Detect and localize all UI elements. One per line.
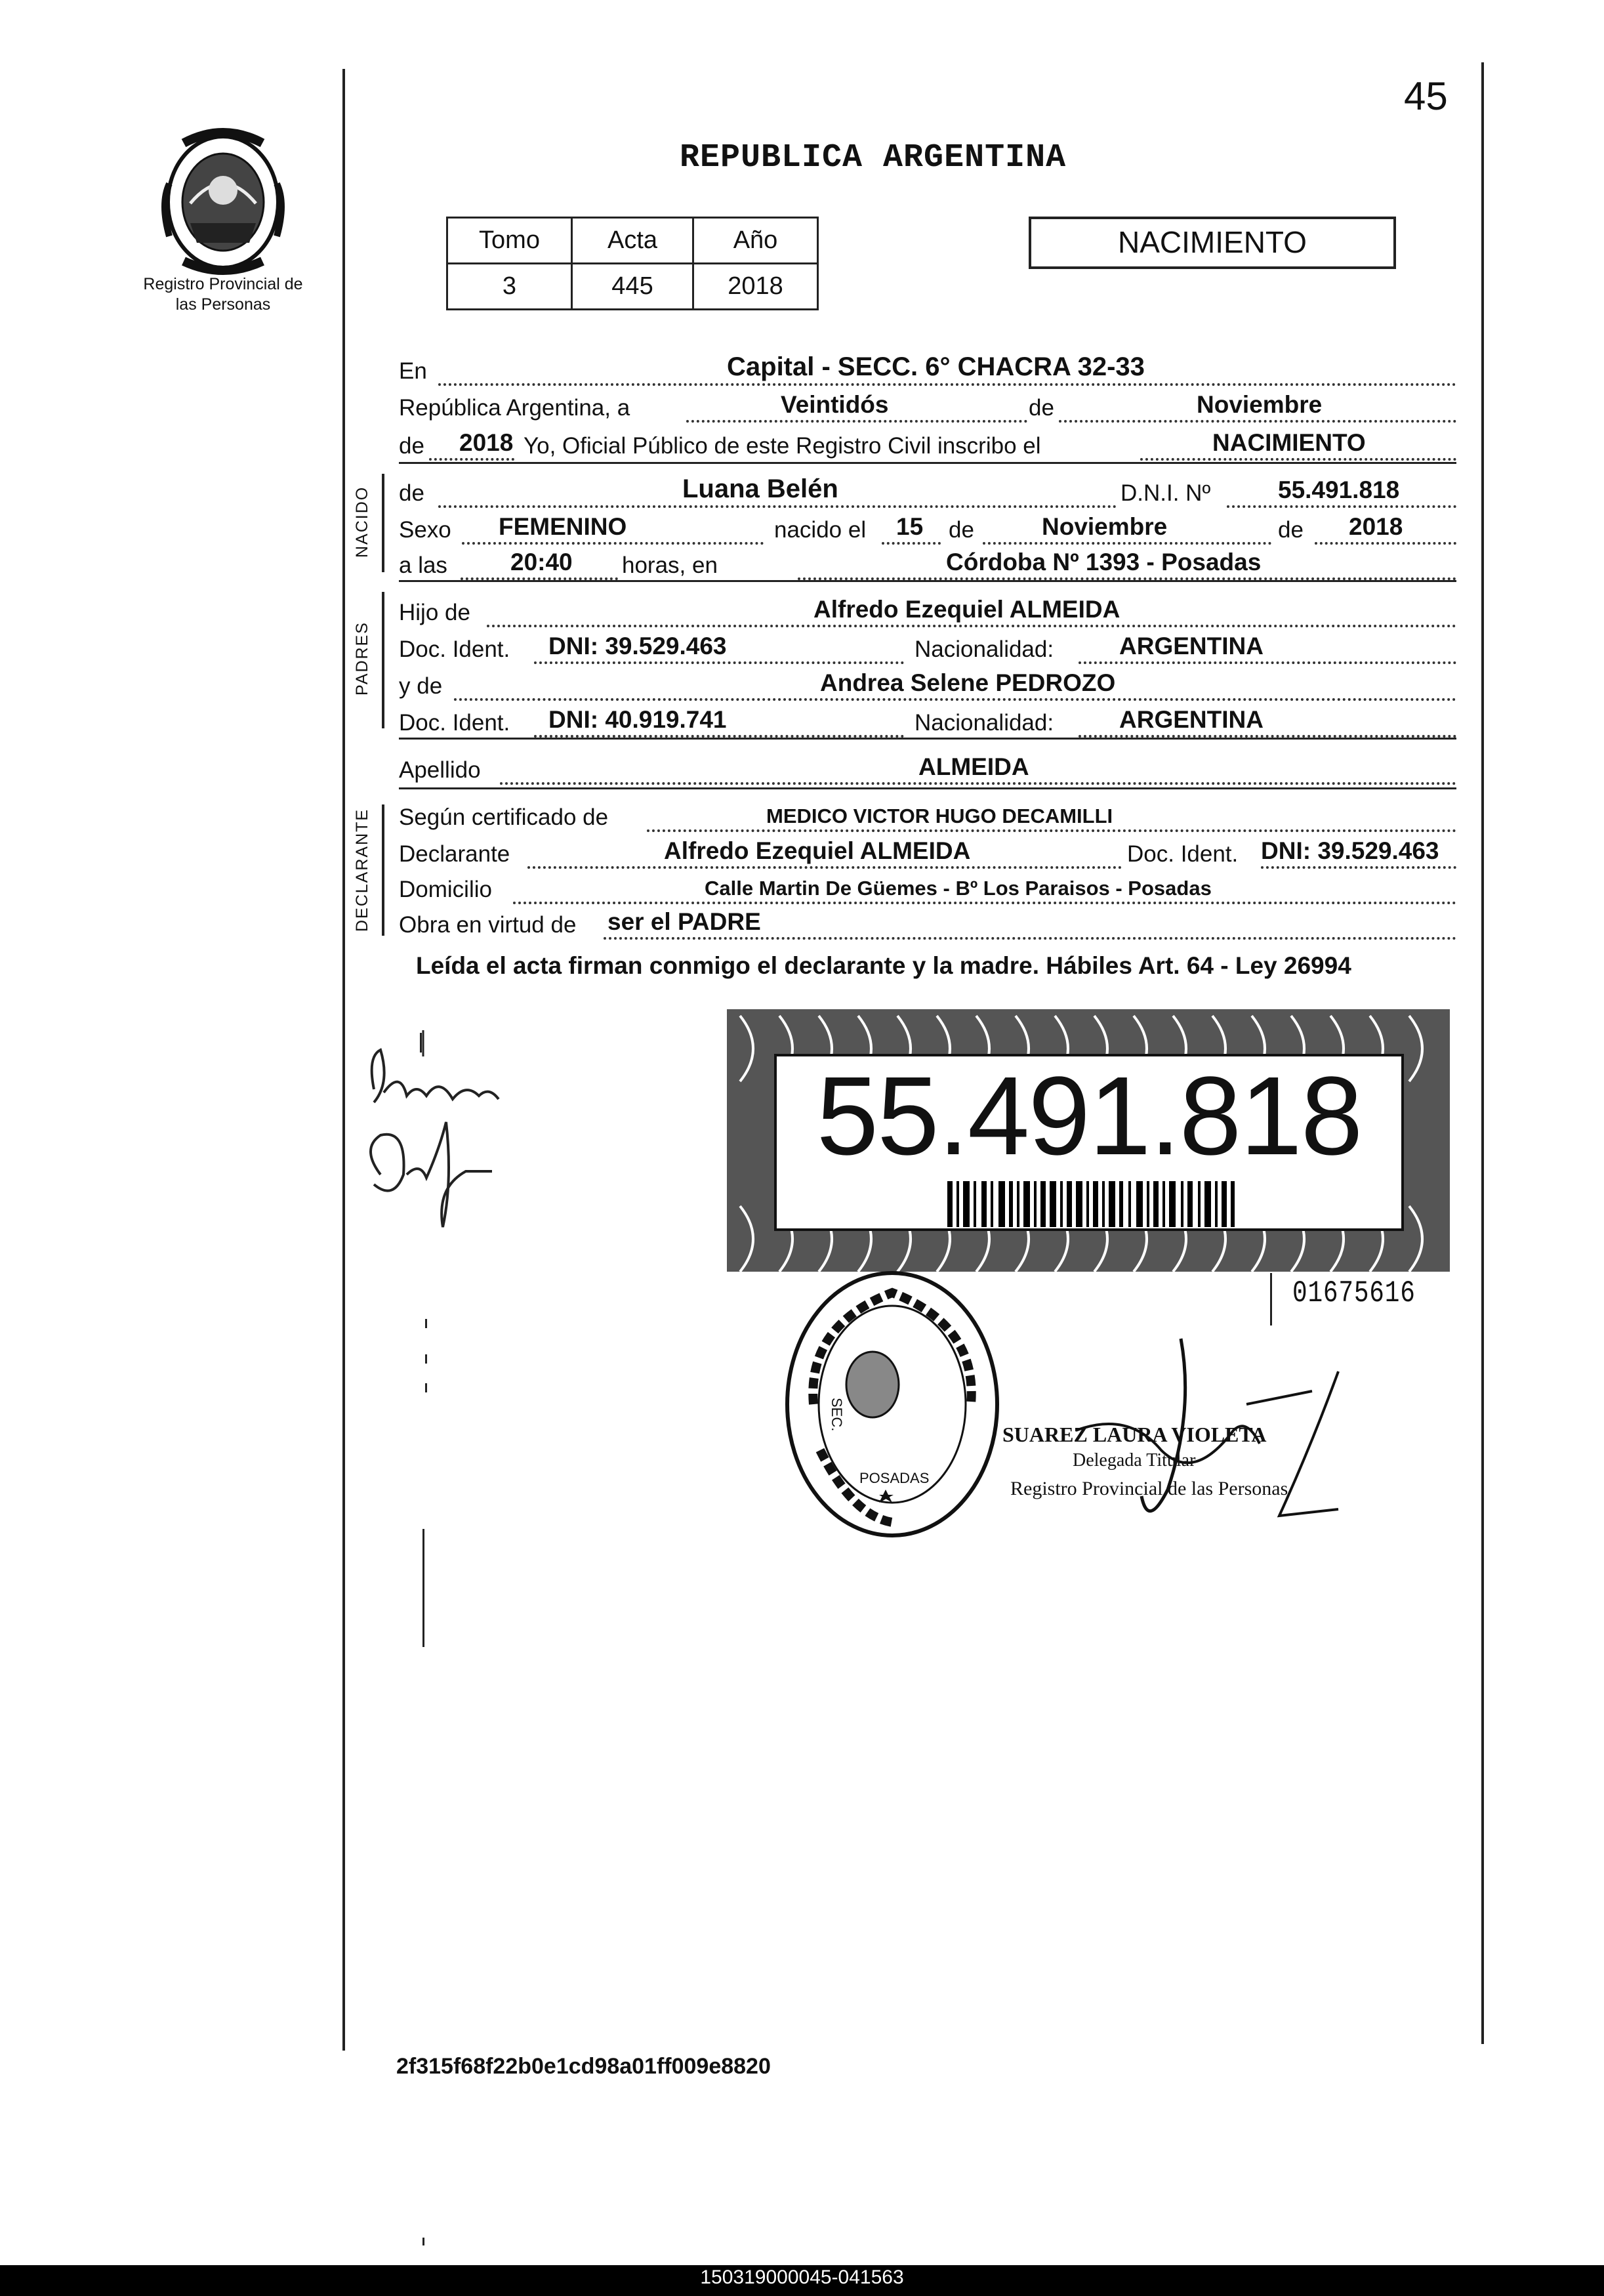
and-of-label: y de bbox=[399, 673, 443, 699]
mother-doc-row bbox=[399, 701, 1456, 740]
scan-mark bbox=[422, 1529, 424, 1647]
year-header: Año bbox=[693, 218, 818, 264]
certificate-row bbox=[399, 795, 1456, 835]
day-value: Veintidós bbox=[781, 391, 889, 418]
official-office: Registro Provincial de las Personas bbox=[1010, 1478, 1288, 1499]
mother-doc: DNI: 40.919.741 bbox=[548, 706, 727, 733]
place-value: Capital - SECC. 6° CHACRA 32-33 bbox=[727, 352, 1145, 381]
document-title: REPUBLICA ARGENTINA bbox=[680, 139, 1067, 177]
declarant-signatures bbox=[354, 1030, 538, 1247]
scan-mark bbox=[420, 1033, 422, 1053]
en-label: En bbox=[399, 358, 427, 384]
serial-bracket bbox=[1270, 1273, 1272, 1325]
acta-value: 445 bbox=[572, 264, 693, 310]
scan-mark bbox=[425, 1383, 427, 1392]
surname-label: Apellido bbox=[399, 757, 481, 783]
year-value: 2018 bbox=[693, 264, 818, 310]
born-de-label: de bbox=[399, 480, 424, 506]
dni-label: D.N.I. Nº bbox=[1121, 480, 1211, 506]
mother-name-row bbox=[399, 664, 1456, 703]
sticker-panel bbox=[727, 1009, 1450, 1272]
mother-name: Andrea Selene PEDROZO bbox=[820, 669, 1116, 696]
inscribe-text: Yo, Oficial Público de este Registro Civil inscribo el bbox=[524, 433, 1041, 459]
declarant-row bbox=[399, 832, 1456, 871]
scan-mark bbox=[425, 1354, 427, 1364]
divider bbox=[399, 580, 1456, 582]
republic-label: República Argentina, a bbox=[399, 395, 630, 421]
official-role: Delegada Titular bbox=[1073, 1450, 1196, 1471]
province-emblem-icon bbox=[157, 125, 289, 276]
birth-year: 2018 bbox=[1349, 513, 1403, 540]
date-row bbox=[399, 386, 1456, 425]
born-on-label: nacido el bbox=[774, 517, 867, 543]
month-value: Noviembre bbox=[1197, 391, 1323, 418]
section-bar bbox=[382, 474, 384, 572]
hours-label: horas, en bbox=[622, 553, 718, 578]
de-label-3: de bbox=[1278, 517, 1304, 543]
section-bar bbox=[382, 592, 384, 728]
mother-nationality-label: Nacionalidad: bbox=[915, 710, 1054, 736]
official-stamp bbox=[781, 1266, 1004, 1542]
birth-place: Córdoba Nº 1393 - Posadas bbox=[946, 549, 1262, 575]
legal-text: Leída el acta firman conmigo el declarante y la madre. Hábiles Art. 64 - Ley 26994 bbox=[416, 952, 1351, 979]
divider bbox=[399, 787, 1456, 789]
father-name-row bbox=[399, 591, 1456, 630]
father-nationality-label: Nacionalidad: bbox=[915, 637, 1054, 662]
right-margin-line bbox=[1481, 62, 1484, 2044]
official-name: SUAREZ LAURA VIOLETA bbox=[1002, 1423, 1267, 1446]
born-section-label: NACIDO bbox=[353, 486, 371, 558]
svg-text:SEC.: SEC. bbox=[829, 1398, 845, 1432]
born-name-row bbox=[399, 471, 1456, 511]
divider bbox=[399, 462, 1456, 464]
serial-number: 01675616 bbox=[1292, 1276, 1416, 1310]
born-sex-row bbox=[399, 508, 1456, 547]
birth-day: 15 bbox=[896, 513, 924, 540]
mother-nationality: ARGENTINA bbox=[1119, 706, 1264, 733]
reference-table bbox=[446, 217, 819, 310]
acta-header: Acta bbox=[572, 218, 693, 264]
mother-doc-label: Doc. Ident. bbox=[399, 710, 510, 736]
father-doc-row bbox=[399, 627, 1456, 667]
page-number: 45 bbox=[1404, 74, 1448, 118]
birth-month: Noviembre bbox=[1042, 513, 1168, 540]
born-time-row bbox=[399, 543, 1456, 583]
capacity-value: ser el PADRE bbox=[607, 908, 761, 935]
father-name: Alfredo Ezequiel ALMEIDA bbox=[813, 596, 1121, 623]
at-label: a las bbox=[399, 553, 447, 578]
surname-row bbox=[399, 748, 1456, 787]
declarant-doc-label: Doc. Ident. bbox=[1127, 841, 1239, 867]
divider bbox=[399, 738, 1456, 740]
father-doc: DNI: 39.529.463 bbox=[548, 633, 727, 659]
capacity-label: Obra en virtud de bbox=[399, 912, 577, 938]
father-nationality: ARGENTINA bbox=[1119, 633, 1264, 659]
place-row bbox=[399, 349, 1456, 388]
sex-value: FEMENINO bbox=[499, 513, 627, 540]
born-name: Luana Belén bbox=[682, 474, 838, 503]
section-bar bbox=[382, 804, 384, 936]
born-dni: 55.491.818 bbox=[1278, 476, 1400, 503]
declarant-doc: DNI: 39.529.463 bbox=[1261, 837, 1439, 864]
father-doc-label: Doc. Ident. bbox=[399, 637, 510, 662]
certificate-value: MEDICO VICTOR HUGO DECAMILLI bbox=[766, 804, 1113, 827]
sex-label: Sexo bbox=[399, 517, 451, 543]
child-of-label: Hijo de bbox=[399, 600, 470, 625]
address-row bbox=[399, 867, 1456, 907]
year-value-text: 2018 bbox=[459, 429, 514, 456]
footer-code: 150319000045-041563 bbox=[700, 2266, 904, 2288]
scan-mark bbox=[425, 1319, 427, 1328]
parents-section-label: PADRES bbox=[353, 621, 371, 696]
svg-text:POSADAS: POSADAS bbox=[859, 1470, 930, 1486]
tomo-value: 3 bbox=[447, 264, 572, 310]
barcode-icon bbox=[947, 1181, 1236, 1227]
certificate-label: Según certificado de bbox=[399, 804, 609, 830]
capacity-row bbox=[399, 903, 1456, 942]
de-label: de bbox=[1029, 395, 1054, 421]
left-margin-line bbox=[342, 69, 345, 2051]
declarant-section-label: DECLARANTE bbox=[353, 808, 371, 932]
record-type-box: NACIMIENTO bbox=[1029, 217, 1396, 269]
declarant-label: Declarante bbox=[399, 841, 510, 867]
surname-value: ALMEIDA bbox=[918, 753, 1029, 780]
record-word: NACIMIENTO bbox=[1212, 429, 1366, 456]
de-label-2: de bbox=[949, 517, 974, 543]
document-hash: 2f315f68f22b0e1cd98a01ff009e8820 bbox=[396, 2054, 771, 2079]
address-value: Calle Martin De Güemes - Bº Los Paraisos - Posadas bbox=[705, 877, 1212, 900]
sticker-number: 55.491.818 bbox=[816, 1054, 1362, 1179]
declarant-name: Alfredo Ezequiel ALMEIDA bbox=[664, 837, 971, 864]
registry-label: Registro Provincial de las Personas bbox=[143, 275, 303, 314]
inscription-row: de 2018 Yo, Oficial Público de este Registro Civil inscribo el NACIMIENTO bbox=[399, 424, 1456, 463]
address-label: Domicilio bbox=[399, 877, 492, 902]
tomo-header: Tomo bbox=[447, 218, 572, 264]
sticker-label bbox=[774, 1054, 1404, 1231]
birth-time: 20:40 bbox=[510, 549, 573, 575]
scan-mark bbox=[422, 2238, 424, 2245]
